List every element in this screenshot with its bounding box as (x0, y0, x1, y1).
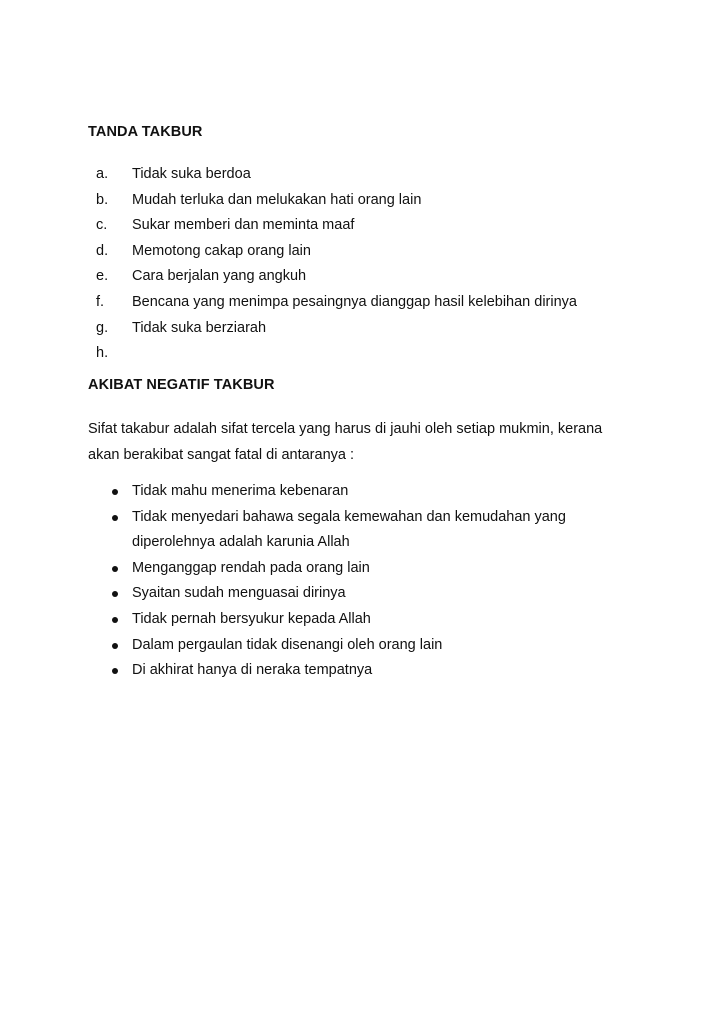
bullet-icon (112, 489, 118, 495)
bullet-icon (112, 668, 118, 674)
bullet-text: Dalam pergaulan tidak disenangi oleh orang lain (132, 636, 443, 653)
intro-line: Sifat takabur adalah sifat tercela yang harus di jauhi oleh setiap mukmin, kerana (88, 421, 603, 437)
bullet-item (96, 633, 566, 659)
bullet-item (96, 505, 566, 556)
akibat-list (96, 479, 566, 684)
bullet-item (96, 607, 566, 633)
list-marker: g. (96, 319, 109, 336)
intro-paragraph (88, 416, 628, 468)
list-item-text: Sukar memberi dan meminta maaf (132, 217, 355, 234)
bullet-text: Tidak mahu menerima kebenaran (132, 483, 349, 499)
bullet-text: Syaitan sudah menguasai dirinya (132, 585, 346, 602)
list-item (96, 319, 577, 345)
bullet-text: Menganggap rendah pada orang lain (132, 559, 370, 576)
intro-line: akan berakibat sangat fatal di antaranya : (88, 447, 355, 463)
bullet-icon (112, 617, 118, 623)
list-item (96, 293, 577, 319)
list-item-text: Tidak suka berdoa (132, 166, 251, 182)
list-item-text: Tidak suka berziarah (132, 319, 267, 336)
bullet-icon (112, 566, 118, 572)
list-item (96, 191, 577, 217)
list-marker: f. (96, 293, 105, 310)
bullet-text: Di akhirat hanya di neraka tempatnya (132, 662, 373, 679)
list-marker: a. (96, 166, 109, 182)
list-item (96, 242, 577, 268)
bullet-text-continuation: diperolehnya adalah karunia Allah (132, 534, 350, 551)
list-item-text: Bencana yang menimpa pesaingnya dianggap hasil kelebihan dirinya (132, 293, 577, 310)
list-item-text: Cara berjalan yang angkuh (132, 268, 307, 285)
list-marker: e. (96, 268, 109, 285)
section-title-tanda-takbur: TANDA TAKBUR (88, 124, 203, 140)
list-item-text: Mudah terluka dan melukakan hati orang lain (132, 191, 422, 208)
tanda-takbur-list (96, 165, 577, 370)
list-marker: b. (96, 191, 109, 208)
bullet-icon (112, 643, 118, 649)
section-title-akibat-negatif-takbur: AKIBAT NEGATIF TAKBUR (88, 377, 275, 393)
bullet-item (96, 581, 566, 607)
list-marker: c. (96, 217, 108, 234)
bullet-item (96, 479, 566, 505)
list-marker: h. (96, 345, 109, 362)
list-item (96, 165, 577, 191)
list-item (96, 267, 577, 293)
list-marker: d. (96, 242, 109, 259)
list-item (96, 216, 577, 242)
bullet-item (96, 556, 566, 582)
list-item-text: Memotong cakap orang lain (132, 242, 311, 259)
bullet-item (96, 658, 566, 684)
bullet-text: Tidak menyedari bahawa segala kemewahan dan kemudahan yang (132, 508, 566, 525)
list-item (96, 344, 577, 370)
bullet-text: Tidak pernah bersyukur kepada Allah (132, 610, 371, 627)
bullet-icon (112, 591, 118, 597)
bullet-icon (112, 515, 118, 521)
